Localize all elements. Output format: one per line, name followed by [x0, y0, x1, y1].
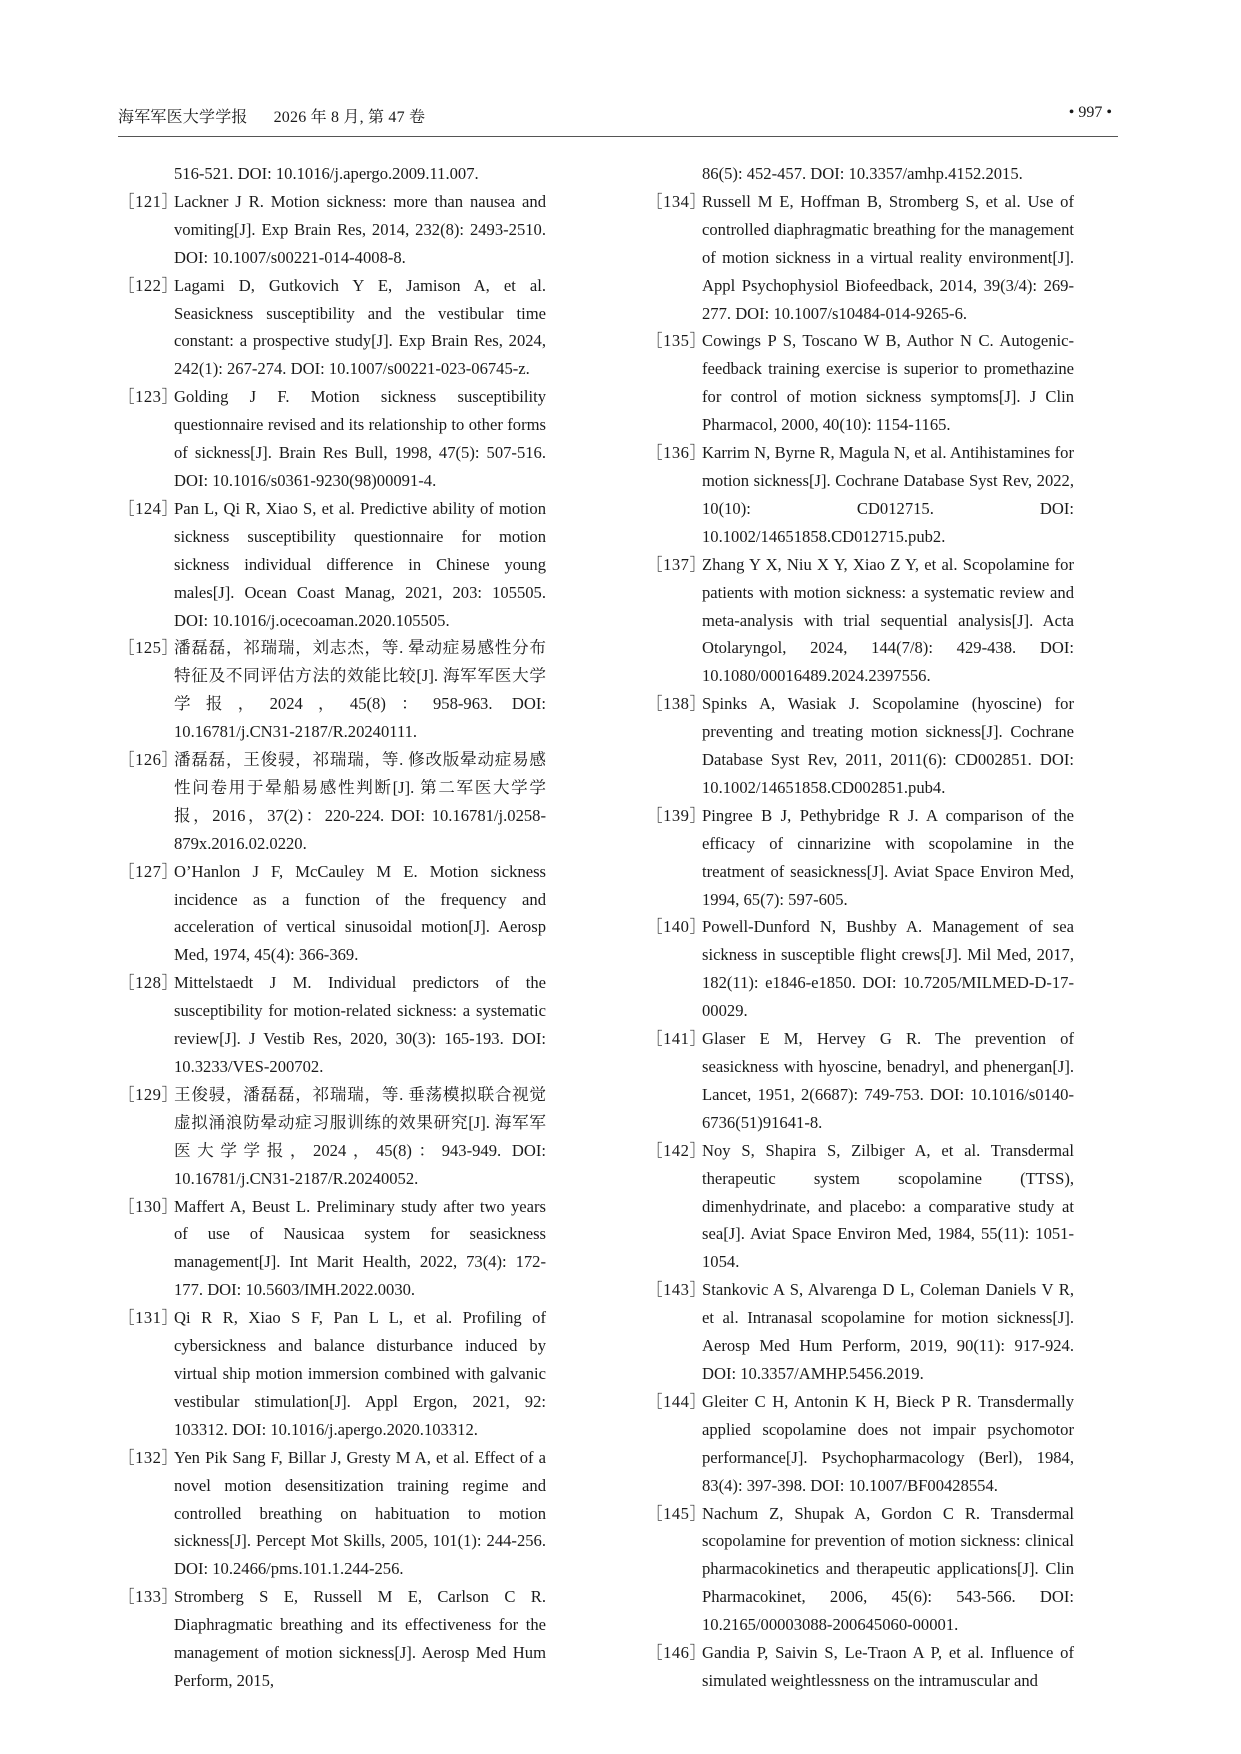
reference-number: ［136］: [646, 443, 707, 463]
reference-text: Lagami D, Gutkovich Y E, Jamison A, et al. Seasickness susceptibility and the vestibular time constant: a prospective study[J]. Exp Brain Res, 2024, 242(1): 267-274. DOI: 10.1007/s00221-023-06745-z.: [174, 275, 546, 379]
reference-text: Nachum Z, Shupak A, Gordon C R. Transdermal scopolamine for prevention of motion sickness: clinical pharmacokinetics and therapeutic applications[J]. Clin Pharmacokinet, 2006, 45(6): 543-566. DOI: 10.2165/00003088-200645060-00001.: [702, 1503, 1074, 1635]
reference-entry: [646, 1276, 1074, 1388]
reference-number: ［135］: [646, 331, 707, 351]
reference-entry: [118, 1304, 546, 1444]
reference-text: Mittelstaedt J M. Individual predictors of the susceptibility for motion-related sickness: a systematic review[J]. J Vestib Res, 2020, 30(3): 165-193. DOI: 10.3233/VES-200702.: [174, 973, 546, 1076]
reference-text: Maffert A, Beust L. Preliminary study after two years of use of Nausicaa system for seasickness management[J]. Int Marit Health, 2022, 73(4): 172-177. DOI: 10.5603/IMH.2022.0030.: [174, 1196, 546, 1300]
reference-text: Gleiter C H, Antonin K H, Bieck P R. Transdermally applied scopolamine does not impair psychomotor performance[J]. Psychopharmacology (Berl), 1984, 83(4): 397-398. DOI: 10.1007/BF00428554.: [702, 1391, 1074, 1495]
reference-entry: [646, 551, 1074, 691]
reference-number: ［139］: [646, 805, 707, 825]
reference-entry: [646, 802, 1074, 914]
reference-entry: [118, 1193, 546, 1305]
reference-entry: [118, 1583, 546, 1695]
reference-text: Stankovic A S, Alvarenga D L, Coleman Daniels V R, et al. Intranasal scopolamine for motion sickness[J]. Aerosp Med Hum Perform, 2019, 90(11): 917-924. DOI: 10.3357/AMHP.5456.2019.: [702, 1280, 1074, 1383]
reference-number: ［131］: [118, 1308, 179, 1328]
reference-text: Karrim N, Byrne R, Magula N, et al. Antihistamines for motion sickness[J]. Cochrane Database Syst Rev, 2022, 10(10): CD012715. DOI: 10.1002/14651858.CD012715.pub2.: [702, 443, 1074, 546]
reference-entry: [118, 1444, 546, 1584]
reference-number: ［143］: [646, 1280, 707, 1300]
reference-number: ［130］: [118, 1196, 179, 1216]
reference-number: ［144］: [646, 1391, 707, 1411]
reference-entry: [646, 1388, 1074, 1500]
reference-text: Powell-Dunford N, Bushby A. Management of sea sickness in susceptible flight crews[J]. Mil Med, 2017, 182(11): e1846-e1850. DOI: 10.7205/MILMED-D-17-00029.: [702, 917, 1074, 1021]
reference-entry: [646, 439, 1074, 551]
reference-number: ［127］: [118, 861, 179, 881]
reference-continuation: 516-521. DOI: 10.1016/j.apergo.2009.11.007.: [174, 164, 479, 183]
journal-name: 海军军医大学学报: [118, 109, 248, 126]
right-reference-list: [646, 188, 1074, 1695]
reference-number: ［134］: [646, 191, 707, 211]
reference-number: ［141］: [646, 1029, 707, 1049]
reference-number: ［123］: [118, 387, 179, 407]
reference-number: ［129］: [118, 1084, 179, 1104]
reference-entry: [118, 188, 546, 272]
reference-entry: [118, 383, 546, 495]
reference-entry: [118, 969, 546, 1081]
reference-entry: [646, 913, 1074, 1025]
issue-info: 2026 年 8 月, 第 47 卷: [273, 109, 426, 126]
reference-number: ［122］: [118, 275, 179, 295]
reference-number: ［145］: [646, 1503, 707, 1523]
reference-entry: [118, 858, 546, 970]
reference-number: ［140］: [646, 917, 707, 937]
reference-text: Pingree B J, Pethybridge R J. A comparison of the efficacy of cinnarizine with scopolamine in the treatment of seasickness[J]. Aviat Space Environ Med, 1994, 65(7): 597-605.: [702, 805, 1074, 909]
reference-number: ［121］: [118, 191, 179, 211]
reference-text: Cowings P S, Toscano W B, Author N C. Autogenic-feedback training exercise is superior to promethazine for control of motion sickness symptoms[J]. J Clin Pharmacol, 2000, 40(10): 1154-1165.: [702, 331, 1074, 435]
reference-entry: [118, 634, 546, 746]
right-reference-column: [646, 160, 1074, 1695]
reference-text: Lackner J R. Motion sickness: more than nausea and vomiting[J]. Exp Brain Res, 2014, 232(8): 2493-2510. DOI: 10.1007/s00221-014-4008-8.: [174, 191, 546, 267]
reference-entry: [646, 1639, 1074, 1695]
reference-entry: [118, 272, 546, 384]
reference-entry: [646, 1137, 1074, 1277]
reference-number: ［146］: [646, 1643, 707, 1663]
reference-text: O’Hanlon J F, McCauley M E. Motion sickness incidence as a function of the frequency and acceleration of vertical sinusoidal motion[J]. Aerosp Med, 1974, 45(4): 366-369.: [174, 861, 546, 965]
reference-entry: [118, 495, 546, 635]
reference-entry: [646, 188, 1074, 328]
reference-text: 潘磊磊，王俊骎，祁瑞瑞，等. 修改版晕动症易感性问卷用于晕船易感性判断[J]. 第二军医大学学报，2016，37(2)：220-224. DOI: 10.16781/j.0258-879x.2016.02.0220.: [174, 750, 546, 853]
reference-entry: [646, 327, 1074, 439]
page-number: • 997 •: [1068, 104, 1112, 121]
left-reference-column: [118, 160, 546, 1695]
reference-text: Yen Pik Sang F, Billar J, Gresty M A, et al. Effect of a novel motion desensitization training regime and controlled breathing on habituation to motion sickness[J]. Percept Mot Skills, 2005, 101(1): 244-256. DOI: 10.2466/pms.101.1.244-256.: [174, 1447, 546, 1579]
reference-number: ［124］: [118, 498, 179, 518]
reference-text: 王俊骎，潘磊磊，祁瑞瑞，等. 垂荡模拟联合视觉虚拟涌浪防晕动症习服训练的效果研究[J]. 海军军医大学学报，2024，45(8)：943-949. DOI: 10.16781/j.CN31-2187/R.20240052.: [174, 1084, 546, 1188]
reference-continuation: 86(5): 452-457. DOI: 10.3357/amhp.4152.2015.: [702, 164, 1023, 183]
reference-text: Gandia P, Saivin S, Le-Traon A P, et al. Influence of simulated weightlessness on the intramuscular and: [702, 1643, 1074, 1690]
reference-text: Golding J F. Motion sickness susceptibility questionnaire revised and its relationship to other forms of sickness[J]. Brain Res Bull, 1998, 47(5): 507-516. DOI: 10.1016/s0361-9230(98)00091-4.: [174, 387, 546, 490]
reference-text: Spinks A, Wasiak J. Scopolamine (hyoscine) for preventing and treating motion sickness[J]. Cochrane Database Syst Rev, 2011, 2011(6): CD002851. DOI: 10.1002/14651858.CD002851.pub4.: [702, 694, 1074, 797]
reference-text: Russell M E, Hoffman B, Stromberg S, et al. Use of controlled diaphragmatic breathing for the management of motion sickness in a virtual reality environment[J]. Appl Psychophysiol Biofeedback, 2014, 39(3/4): 269-277. DOI: 10.1007/s10484-014-9265-6.: [702, 191, 1074, 323]
reference-number: ［133］: [118, 1587, 179, 1607]
reference-entry: [118, 1081, 546, 1193]
reference-number: ［125］: [118, 638, 179, 658]
reference-number: ［138］: [646, 694, 707, 714]
reference-text: Noy S, Shapira S, Zilbiger A, et al. Transdermal therapeutic system scopolamine (TTSS), dimenhydrinate, and placebo: a comparative study at sea[J]. Aviat Space Environ Med, 1984, 55(11): 1051-1054.: [702, 1140, 1074, 1272]
reference-number: ［137］: [646, 554, 707, 574]
reference-text: 潘磊磊，祁瑞瑞，刘志杰，等. 晕动症易感性分布特征及不同评估方法的效能比较[J]. 海军军医大学学报，2024，45(8)：958-963. DOI: 10.16781/j.CN31-2187/R.20240111.: [174, 638, 546, 742]
reference-text: Qi R R, Xiao S F, Pan L L, et al. Profiling of cybersickness and balance disturbance induced by virtual ship motion immersion combined with galvanic vestibular stimulation[J]. Appl Ergon, 2021, 92: 103312. DOI: 10.1016/j.apergo.2020.103312.: [174, 1308, 546, 1439]
reference-entry: [118, 746, 546, 858]
reference-text: Zhang Y X, Niu X Y, Xiao Z Y, et al. Scopolamine for patients with motion sickness: a systematic review and meta-analysis with trial sequential analysis[J]. Acta Otolaryngol, 2024, 144(7/8): 429-438. DOI: 10.1080/00016489.2024.2397556.: [702, 554, 1074, 686]
reference-number: ［128］: [118, 973, 179, 993]
reference-entry: [646, 1500, 1074, 1640]
reference-number: ［126］: [118, 750, 179, 770]
left-reference-list: [118, 188, 546, 1695]
reference-entry: [646, 690, 1074, 802]
header-journal-info: [118, 104, 451, 127]
reference-text: Glaser E M, Hervey G R. The prevention of seasickness with hyoscine, benadryl, and phenergan[J]. Lancet, 1951, 2(6687): 749-753. DOI: 10.1016/s0140-6736(51)91641-8.: [702, 1029, 1074, 1132]
reference-number: ［132］: [118, 1447, 179, 1467]
reference-text: Stromberg S E, Russell M E, Carlson C R. Diaphragmatic breathing and its effectiveness for the management of motion sickness[J]. Aerosp Med Hum Perform, 2015,: [174, 1587, 546, 1690]
reference-entry: [646, 1025, 1074, 1137]
running-header: [118, 100, 1118, 137]
reference-number: ［142］: [646, 1140, 707, 1160]
reference-text: Pan L, Qi R, Xiao S, et al. Predictive ability of motion sickness susceptibility questionnaire for motion sickness individual difference in Chinese young males[J]. Ocean Coast Manag, 2021, 203: 105505. DOI: 10.1016/j.ocecoaman.2020.105505.: [174, 498, 546, 630]
